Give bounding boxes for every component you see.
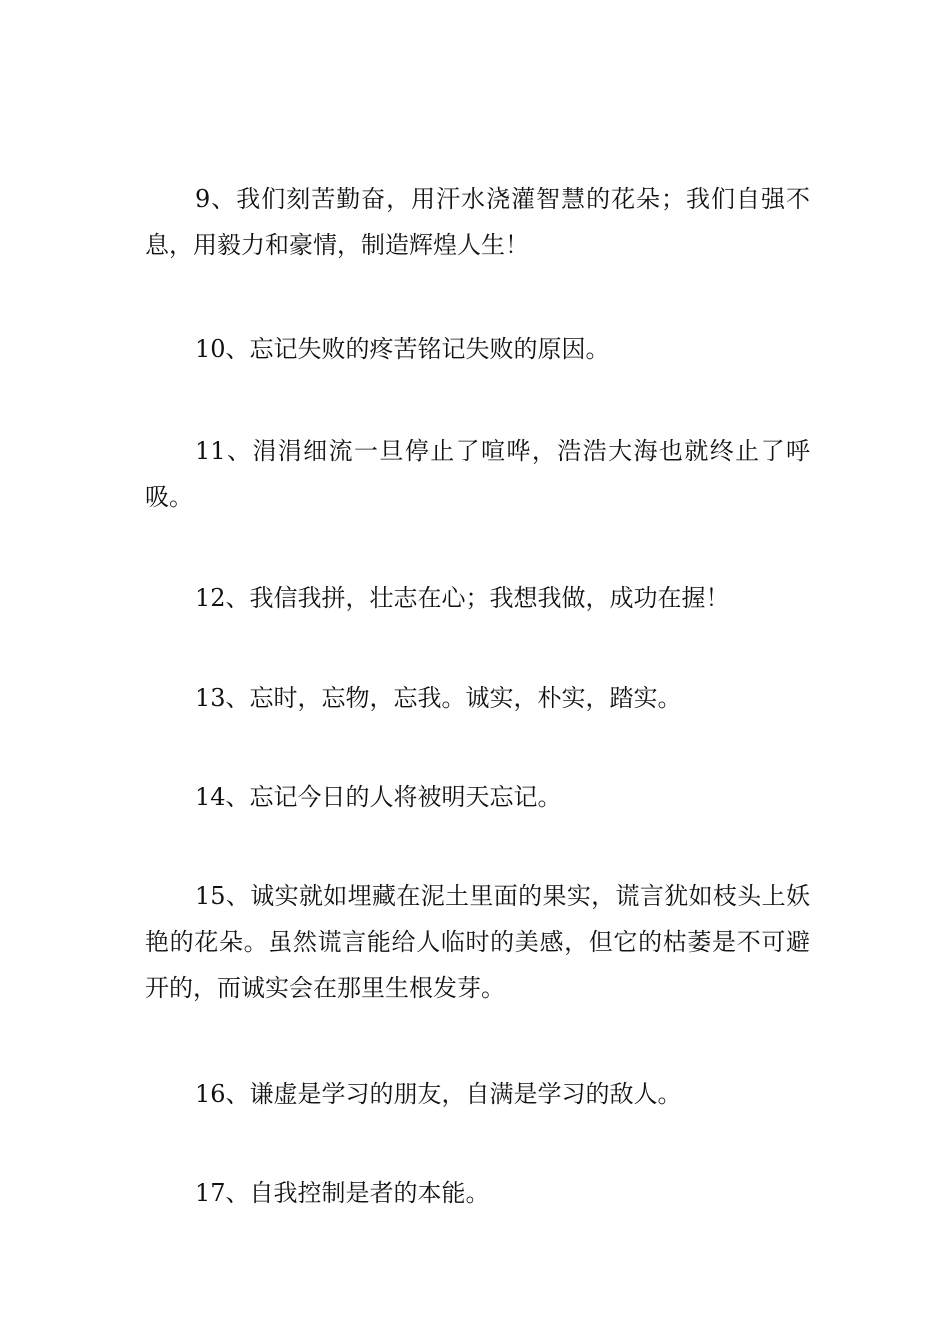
paragraph-11: 11、涓涓细流一旦停止了喧哗，浩浩大海也就终止了呼吸。 bbox=[145, 437, 810, 511]
paragraph-17: 17、自我控制是者的本能。 bbox=[195, 1179, 490, 1207]
paragraph-9: 9、我们刻苦勤奋，用汗水浇灌智慧的花朵；我们自强不息，用毅力和豪情，制造辉煌人生！ bbox=[145, 185, 810, 259]
paragraph-15: 15、诚实就如埋藏在泥土里面的果实，谎言犹如枝头上妖艳的花朵。虽然谎言能给人临时的美感，但它的枯萎是不可避开的，而诚实会在那里生根发芽。 bbox=[145, 882, 810, 1002]
paragraph-16: 16、谦虚是学习的朋友，自满是学习的敌人。 bbox=[195, 1080, 682, 1108]
paragraph-14: 14、忘记今日的人将被明天忘记。 bbox=[195, 783, 562, 811]
paragraph-10: 10、忘记失败的疼苦铭记失败的原因。 bbox=[195, 335, 610, 363]
paragraph-12: 12、我信我拼，壮志在心；我想我做，成功在握！ bbox=[195, 584, 730, 612]
paragraph-13: 13、忘时，忘物，忘我。诚实，朴实，踏实。 bbox=[195, 684, 682, 712]
